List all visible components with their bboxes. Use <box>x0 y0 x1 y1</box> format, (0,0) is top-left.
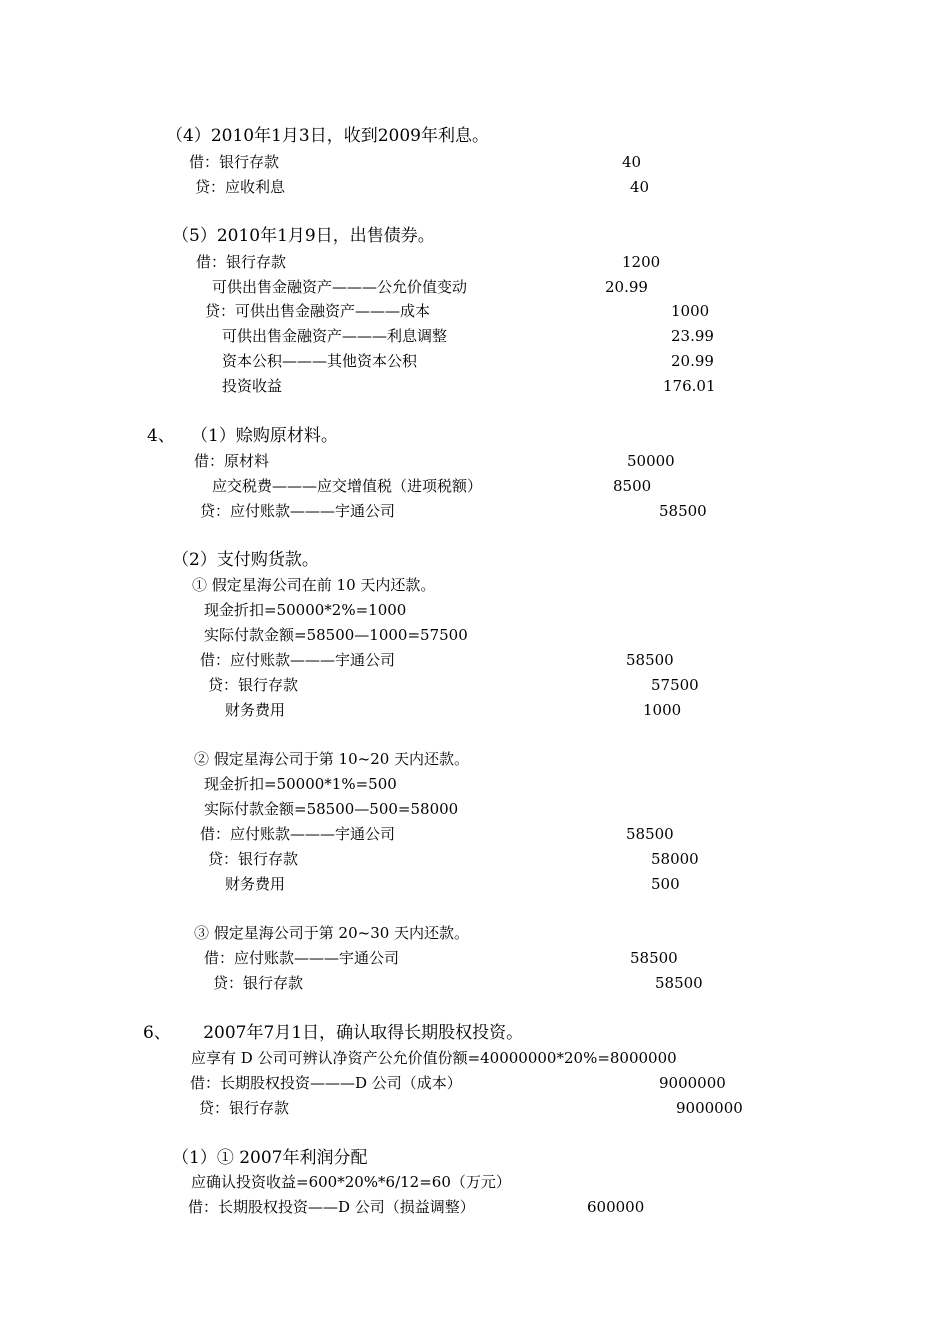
text-line: 58500 <box>659 502 707 520</box>
text-line: 借：长期股权投资———D 公司（成本） <box>190 1074 462 1092</box>
text-line: （1）① 2007年利润分配 <box>172 1148 368 1168</box>
text-line: 贷：银行存款 <box>199 1099 290 1117</box>
text-line: 50000 <box>627 452 675 470</box>
text-line: 9000000 <box>676 1099 743 1117</box>
text-line: 投资收益 <box>222 377 283 395</box>
text-line: 1200 <box>622 253 661 271</box>
text-line: 1000 <box>671 302 710 320</box>
text-line: 40 <box>622 153 642 171</box>
text-line: （4）2010年1月3日，收到2009年利息。 <box>166 126 489 146</box>
text-line: 借：应付账款———宇通公司 <box>204 949 400 967</box>
text-line: 贷：可供出售金融资产———成本 <box>205 302 431 320</box>
text-line: 应享有 D 公司可辨认净资产公允价值份额=40000000*20%=8000000 <box>191 1049 677 1067</box>
text-line: 现金折扣=50000*2%=1000 <box>204 601 407 619</box>
text-line: 实际付款金额=58500—1000=57500 <box>204 626 468 644</box>
text-line: 应确认投资收益=600*20%*6/12=60（万元） <box>191 1173 511 1191</box>
text-line: 可供出售金融资产———公允价值变动 <box>212 278 468 296</box>
text-line: 贷：银行存款 <box>208 676 299 694</box>
text-line: 现金折扣=50000*1%=500 <box>204 775 397 793</box>
text-line: （2）支付购货款。 <box>172 550 319 570</box>
text-line: 借：应付账款———宇通公司 <box>200 825 396 843</box>
text-line: 财务费用 <box>225 701 286 719</box>
text-line: 58500 <box>626 651 674 669</box>
text-line: 资本公积———其他资本公积 <box>222 352 418 370</box>
text-line: 23.99 <box>671 327 714 345</box>
text-line: 600000 <box>587 1198 645 1216</box>
text-line: ① 假定星海公司在前 10 天内还款。 <box>192 576 436 594</box>
text-line: 40 <box>630 178 650 196</box>
text-line: 应交税费———应交增值税（进项税额） <box>212 477 483 495</box>
text-line: 500 <box>651 875 680 893</box>
text-line: 借：银行存款 <box>196 253 287 271</box>
text-line: 4、 （1）赊购原材料。 <box>147 426 338 446</box>
text-line: 58000 <box>651 850 699 868</box>
text-line: 可供出售金融资产———利息调整 <box>222 327 448 345</box>
text-line: 1000 <box>643 701 682 719</box>
text-line: 9000000 <box>659 1074 726 1092</box>
text-line: （5）2010年1月9日，出售债券。 <box>172 226 435 246</box>
text-line: 借：银行存款 <box>189 153 280 171</box>
text-line: 20.99 <box>605 278 648 296</box>
text-line: 6、 2007年7月1日，确认取得长期股权投资。 <box>143 1023 524 1043</box>
text-line: 借：长期股权投资——D 公司（损益调整） <box>188 1198 475 1216</box>
text-line: 贷：应付账款———宇通公司 <box>200 502 396 520</box>
text-line: 176.01 <box>663 377 716 395</box>
text-line: 57500 <box>651 676 699 694</box>
text-line: 8500 <box>613 477 652 495</box>
text-line: 财务费用 <box>225 875 286 893</box>
text-line: 58500 <box>626 825 674 843</box>
text-line: 借：原材料 <box>194 452 270 470</box>
text-line: 20.99 <box>671 352 714 370</box>
text-line: 贷：银行存款 <box>208 850 299 868</box>
text-line: 58500 <box>630 949 678 967</box>
text-line: 实际付款金额=58500—500=58000 <box>204 800 459 818</box>
text-line: ② 假定星海公司于第 10~20 天内还款。 <box>194 750 470 768</box>
text-line: 借：应付账款———宇通公司 <box>200 651 396 669</box>
text-line: 贷：银行存款 <box>213 974 304 992</box>
text-line: ③ 假定星海公司于第 20~30 天内还款。 <box>194 924 470 942</box>
text-line: 贷：应收利息 <box>195 178 286 196</box>
text-line: 58500 <box>655 974 703 992</box>
